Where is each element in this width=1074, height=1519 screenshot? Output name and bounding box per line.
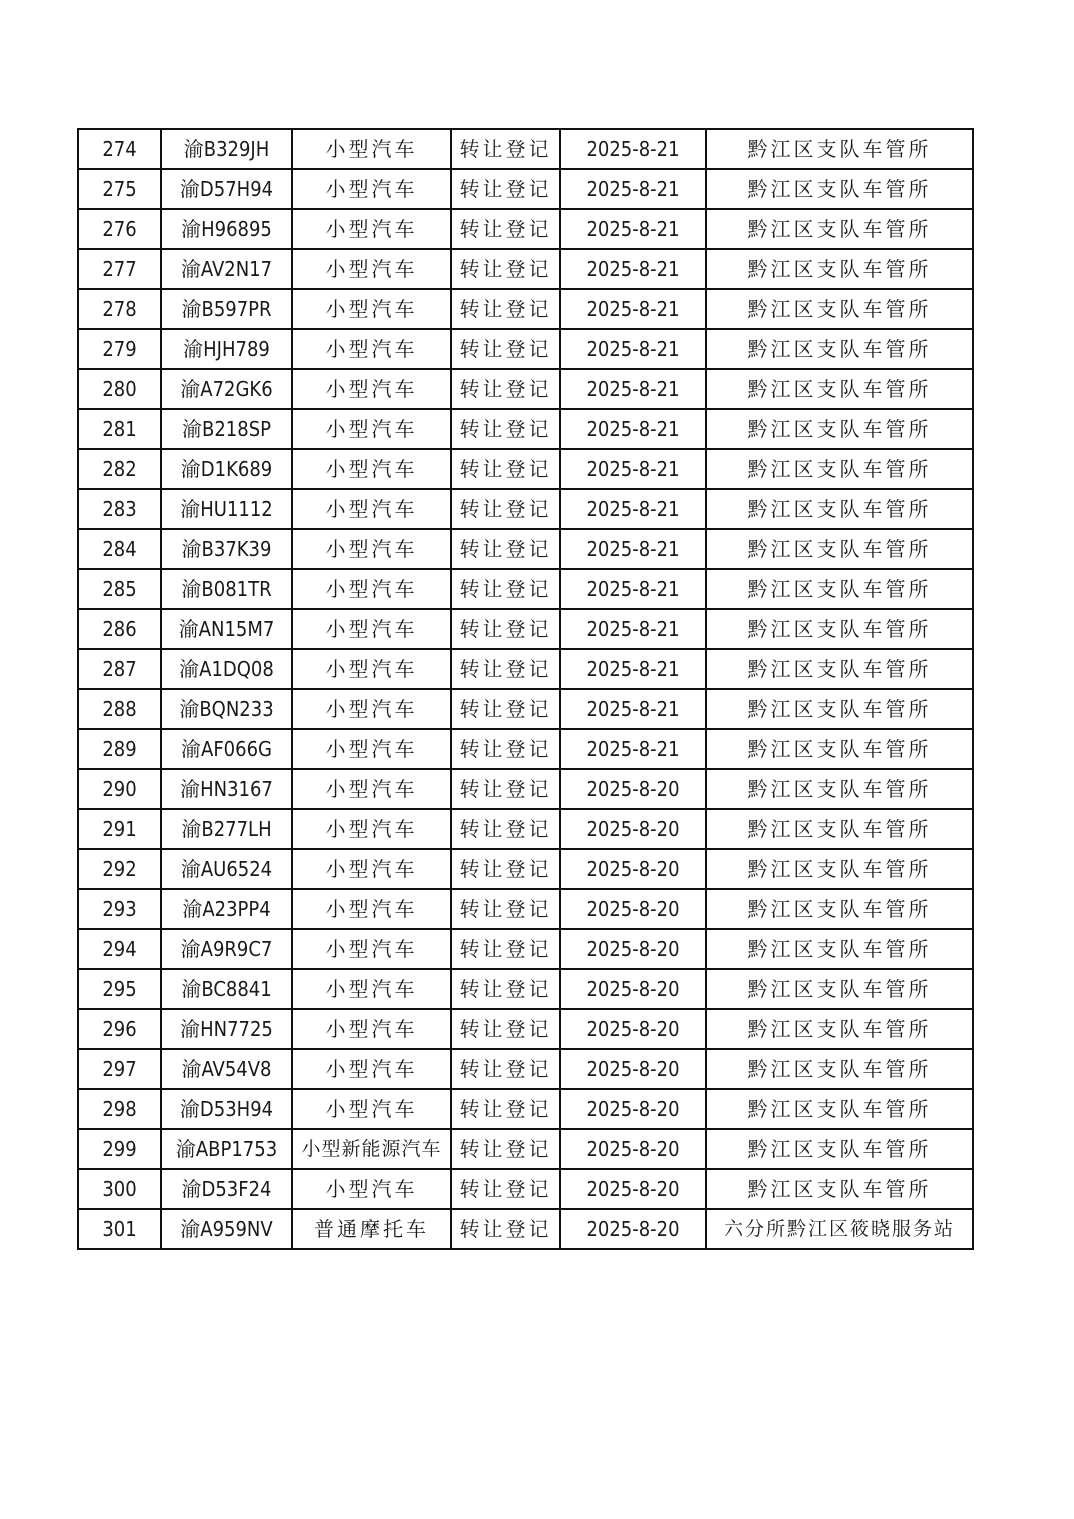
table-row — [78, 529, 973, 569]
cell-office: 黔江区支队车管所 — [706, 1169, 973, 1209]
cell-date: 2025-8-20 — [560, 809, 706, 849]
cell-number: 289 — [78, 729, 161, 769]
cell-vehicle-type: 小型汽车 — [292, 609, 451, 649]
table-row — [78, 889, 973, 929]
cell-date: 2025-8-21 — [560, 729, 706, 769]
cell-office: 黔江区支队车管所 — [706, 489, 973, 529]
cell-vehicle-type: 小型汽车 — [292, 449, 451, 489]
cell-number: 299 — [78, 1129, 161, 1169]
cell-date: 2025-8-21 — [560, 409, 706, 449]
cell-vehicle-type: 小型汽车 — [292, 1089, 451, 1129]
cell-business-type: 转让登记 — [451, 769, 560, 809]
cell-business-type: 转让登记 — [451, 249, 560, 289]
cell-business-type: 转让登记 — [451, 729, 560, 769]
cell-vehicle-type: 普通摩托车 — [292, 1209, 451, 1249]
cell-number: 281 — [78, 409, 161, 449]
cell-number: 292 — [78, 849, 161, 889]
cell-date: 2025-8-20 — [560, 969, 706, 1009]
table-row — [78, 169, 973, 209]
cell-number: 301 — [78, 1209, 161, 1249]
cell-vehicle-type: 小型汽车 — [292, 329, 451, 369]
cell-date: 2025-8-21 — [560, 169, 706, 209]
cell-number: 279 — [78, 329, 161, 369]
cell-business-type: 转让登记 — [451, 489, 560, 529]
cell-office: 黔江区支队车管所 — [706, 1049, 973, 1089]
cell-office: 黔江区支队车管所 — [706, 969, 973, 1009]
table-row — [78, 1129, 973, 1169]
cell-number: 295 — [78, 969, 161, 1009]
cell-vehicle-type: 小型汽车 — [292, 209, 451, 249]
cell-date: 2025-8-21 — [560, 249, 706, 289]
cell-office: 黔江区支队车管所 — [706, 169, 973, 209]
table-row — [78, 689, 973, 729]
cell-vehicle-type: 小型汽车 — [292, 1049, 451, 1089]
cell-business-type: 转让登记 — [451, 529, 560, 569]
cell-number: 293 — [78, 889, 161, 929]
table-row — [78, 809, 973, 849]
cell-plate: 渝A72GK6 — [161, 369, 292, 409]
table-row — [78, 1089, 973, 1129]
cell-vehicle-type: 小型汽车 — [292, 769, 451, 809]
cell-office: 黔江区支队车管所 — [706, 289, 973, 329]
table-row — [78, 409, 973, 449]
cell-business-type: 转让登记 — [451, 169, 560, 209]
cell-business-type: 转让登记 — [451, 1009, 560, 1049]
cell-office: 黔江区支队车管所 — [706, 569, 973, 609]
cell-vehicle-type: 小型汽车 — [292, 409, 451, 449]
table-row — [78, 849, 973, 889]
cell-office: 黔江区支队车管所 — [706, 1129, 973, 1169]
cell-date: 2025-8-21 — [560, 369, 706, 409]
cell-office: 黔江区支队车管所 — [706, 1009, 973, 1049]
cell-number: 284 — [78, 529, 161, 569]
cell-vehicle-type: 小型汽车 — [292, 849, 451, 889]
table-row — [78, 329, 973, 369]
table-row — [78, 609, 973, 649]
cell-date: 2025-8-20 — [560, 1169, 706, 1209]
table-row — [78, 1209, 973, 1249]
cell-number: 290 — [78, 769, 161, 809]
cell-plate: 渝ABP1753 — [161, 1129, 292, 1169]
cell-vehicle-type: 小型汽车 — [292, 689, 451, 729]
cell-number: 286 — [78, 609, 161, 649]
cell-business-type: 转让登记 — [451, 609, 560, 649]
cell-office: 黔江区支队车管所 — [706, 929, 973, 969]
cell-office: 黔江区支队车管所 — [706, 409, 973, 449]
cell-plate: 渝AU6524 — [161, 849, 292, 889]
cell-vehicle-type: 小型汽车 — [292, 809, 451, 849]
cell-plate: 渝D53F24 — [161, 1169, 292, 1209]
cell-plate: 渝HJH789 — [161, 329, 292, 369]
cell-number: 296 — [78, 1009, 161, 1049]
cell-number: 285 — [78, 569, 161, 609]
cell-office: 黔江区支队车管所 — [706, 609, 973, 649]
cell-vehicle-type: 小型汽车 — [292, 929, 451, 969]
cell-business-type: 转让登记 — [451, 969, 560, 1009]
cell-plate: 渝B37K39 — [161, 529, 292, 569]
cell-date: 2025-8-21 — [560, 209, 706, 249]
table-row — [78, 1169, 973, 1209]
cell-vehicle-type: 小型汽车 — [292, 729, 451, 769]
table-row — [78, 249, 973, 289]
vehicle-registration-table — [77, 128, 974, 1250]
cell-office: 黔江区支队车管所 — [706, 689, 973, 729]
cell-date: 2025-8-20 — [560, 1129, 706, 1169]
cell-vehicle-type: 小型汽车 — [292, 489, 451, 529]
table-row — [78, 649, 973, 689]
cell-office: 黔江区支队车管所 — [706, 209, 973, 249]
cell-office: 黔江区支队车管所 — [706, 849, 973, 889]
cell-date: 2025-8-21 — [560, 329, 706, 369]
cell-number: 276 — [78, 209, 161, 249]
cell-business-type: 转让登记 — [451, 409, 560, 449]
cell-plate: 渝H96895 — [161, 209, 292, 249]
cell-business-type: 转让登记 — [451, 889, 560, 929]
cell-plate: 渝D57H94 — [161, 169, 292, 209]
cell-business-type: 转让登记 — [451, 1169, 560, 1209]
cell-office: 黔江区支队车管所 — [706, 889, 973, 929]
cell-office: 黔江区支队车管所 — [706, 769, 973, 809]
cell-plate: 渝AV54V8 — [161, 1049, 292, 1089]
table-row — [78, 1009, 973, 1049]
table-row — [78, 1049, 973, 1089]
cell-plate: 渝HN3167 — [161, 769, 292, 809]
cell-date: 2025-8-21 — [560, 609, 706, 649]
cell-plate: 渝A959NV — [161, 1209, 292, 1249]
cell-plate: 渝D1K689 — [161, 449, 292, 489]
cell-number: 280 — [78, 369, 161, 409]
cell-number: 298 — [78, 1089, 161, 1129]
cell-date: 2025-8-20 — [560, 1089, 706, 1129]
cell-vehicle-type: 小型汽车 — [292, 289, 451, 329]
cell-office: 黔江区支队车管所 — [706, 329, 973, 369]
cell-plate: 渝BC8841 — [161, 969, 292, 1009]
cell-plate: 渝HN7725 — [161, 1009, 292, 1049]
cell-date: 2025-8-20 — [560, 1009, 706, 1049]
cell-plate: 渝A23PP4 — [161, 889, 292, 929]
table-row — [78, 209, 973, 249]
table-body — [78, 129, 973, 1249]
cell-office: 黔江区支队车管所 — [706, 809, 973, 849]
table-row — [78, 369, 973, 409]
cell-date: 2025-8-21 — [560, 649, 706, 689]
cell-number: 282 — [78, 449, 161, 489]
cell-vehicle-type: 小型汽车 — [292, 369, 451, 409]
cell-business-type: 转让登记 — [451, 1049, 560, 1089]
cell-date: 2025-8-21 — [560, 129, 706, 169]
cell-business-type: 转让登记 — [451, 449, 560, 489]
cell-number: 294 — [78, 929, 161, 969]
cell-business-type: 转让登记 — [451, 1089, 560, 1129]
cell-date: 2025-8-21 — [560, 689, 706, 729]
cell-business-type: 转让登记 — [451, 849, 560, 889]
cell-business-type: 转让登记 — [451, 569, 560, 609]
cell-vehicle-type: 小型汽车 — [292, 249, 451, 289]
cell-plate: 渝B277LH — [161, 809, 292, 849]
cell-number: 278 — [78, 289, 161, 329]
cell-plate: 渝B218SP — [161, 409, 292, 449]
cell-date: 2025-8-20 — [560, 1049, 706, 1089]
cell-business-type: 转让登记 — [451, 289, 560, 329]
cell-plate: 渝A1DQ08 — [161, 649, 292, 689]
cell-plate: 渝B597PR — [161, 289, 292, 329]
cell-plate: 渝AF066G — [161, 729, 292, 769]
cell-date: 2025-8-20 — [560, 849, 706, 889]
cell-office: 黔江区支队车管所 — [706, 729, 973, 769]
cell-office: 黔江区支队车管所 — [706, 1089, 973, 1129]
cell-plate: 渝A9R9C7 — [161, 929, 292, 969]
cell-number: 277 — [78, 249, 161, 289]
cell-date: 2025-8-21 — [560, 289, 706, 329]
table-row — [78, 929, 973, 969]
cell-business-type: 转让登记 — [451, 649, 560, 689]
table-row — [78, 129, 973, 169]
cell-number: 287 — [78, 649, 161, 689]
cell-plate: 渝AN15M7 — [161, 609, 292, 649]
cell-business-type: 转让登记 — [451, 369, 560, 409]
cell-office: 黔江区支队车管所 — [706, 249, 973, 289]
cell-number: 300 — [78, 1169, 161, 1209]
cell-number: 274 — [78, 129, 161, 169]
cell-business-type: 转让登记 — [451, 689, 560, 729]
cell-date: 2025-8-21 — [560, 529, 706, 569]
table-row — [78, 569, 973, 609]
cell-vehicle-type: 小型汽车 — [292, 529, 451, 569]
cell-date: 2025-8-21 — [560, 449, 706, 489]
cell-business-type: 转让登记 — [451, 929, 560, 969]
cell-plate: 渝B081TR — [161, 569, 292, 609]
cell-office: 黔江区支队车管所 — [706, 129, 973, 169]
cell-business-type: 转让登记 — [451, 809, 560, 849]
table-row — [78, 489, 973, 529]
cell-business-type: 转让登记 — [451, 209, 560, 249]
cell-office: 黔江区支队车管所 — [706, 529, 973, 569]
cell-office: 黔江区支队车管所 — [706, 649, 973, 689]
cell-number: 275 — [78, 169, 161, 209]
cell-vehicle-type: 小型汽车 — [292, 1009, 451, 1049]
cell-number: 283 — [78, 489, 161, 529]
table-row — [78, 289, 973, 329]
cell-date: 2025-8-20 — [560, 889, 706, 929]
cell-vehicle-type: 小型汽车 — [292, 169, 451, 209]
cell-business-type: 转让登记 — [451, 1209, 560, 1249]
cell-number: 297 — [78, 1049, 161, 1089]
cell-vehicle-type: 小型汽车 — [292, 569, 451, 609]
cell-date: 2025-8-21 — [560, 569, 706, 609]
cell-plate: 渝HU1112 — [161, 489, 292, 529]
cell-vehicle-type: 小型汽车 — [292, 889, 451, 929]
cell-office: 黔江区支队车管所 — [706, 449, 973, 489]
cell-business-type: 转让登记 — [451, 1129, 560, 1169]
table-row — [78, 729, 973, 769]
cell-vehicle-type: 小型汽车 — [292, 649, 451, 689]
cell-vehicle-type: 小型汽车 — [292, 1169, 451, 1209]
cell-date: 2025-8-20 — [560, 1209, 706, 1249]
cell-vehicle-type: 小型新能源汽车 — [292, 1129, 451, 1169]
cell-date: 2025-8-21 — [560, 489, 706, 529]
cell-number: 291 — [78, 809, 161, 849]
table-row — [78, 769, 973, 809]
cell-number: 288 — [78, 689, 161, 729]
cell-plate: 渝AV2N17 — [161, 249, 292, 289]
cell-business-type: 转让登记 — [451, 129, 560, 169]
cell-date: 2025-8-20 — [560, 929, 706, 969]
cell-business-type: 转让登记 — [451, 329, 560, 369]
cell-date: 2025-8-20 — [560, 769, 706, 809]
cell-plate: 渝BQN233 — [161, 689, 292, 729]
cell-office: 六分所黔江区筱晓服务站 — [706, 1209, 973, 1249]
cell-plate: 渝D53H94 — [161, 1089, 292, 1129]
table-row — [78, 969, 973, 1009]
table-row — [78, 449, 973, 489]
cell-vehicle-type: 小型汽车 — [292, 969, 451, 1009]
cell-plate: 渝B329JH — [161, 129, 292, 169]
cell-vehicle-type: 小型汽车 — [292, 129, 451, 169]
cell-office: 黔江区支队车管所 — [706, 369, 973, 409]
